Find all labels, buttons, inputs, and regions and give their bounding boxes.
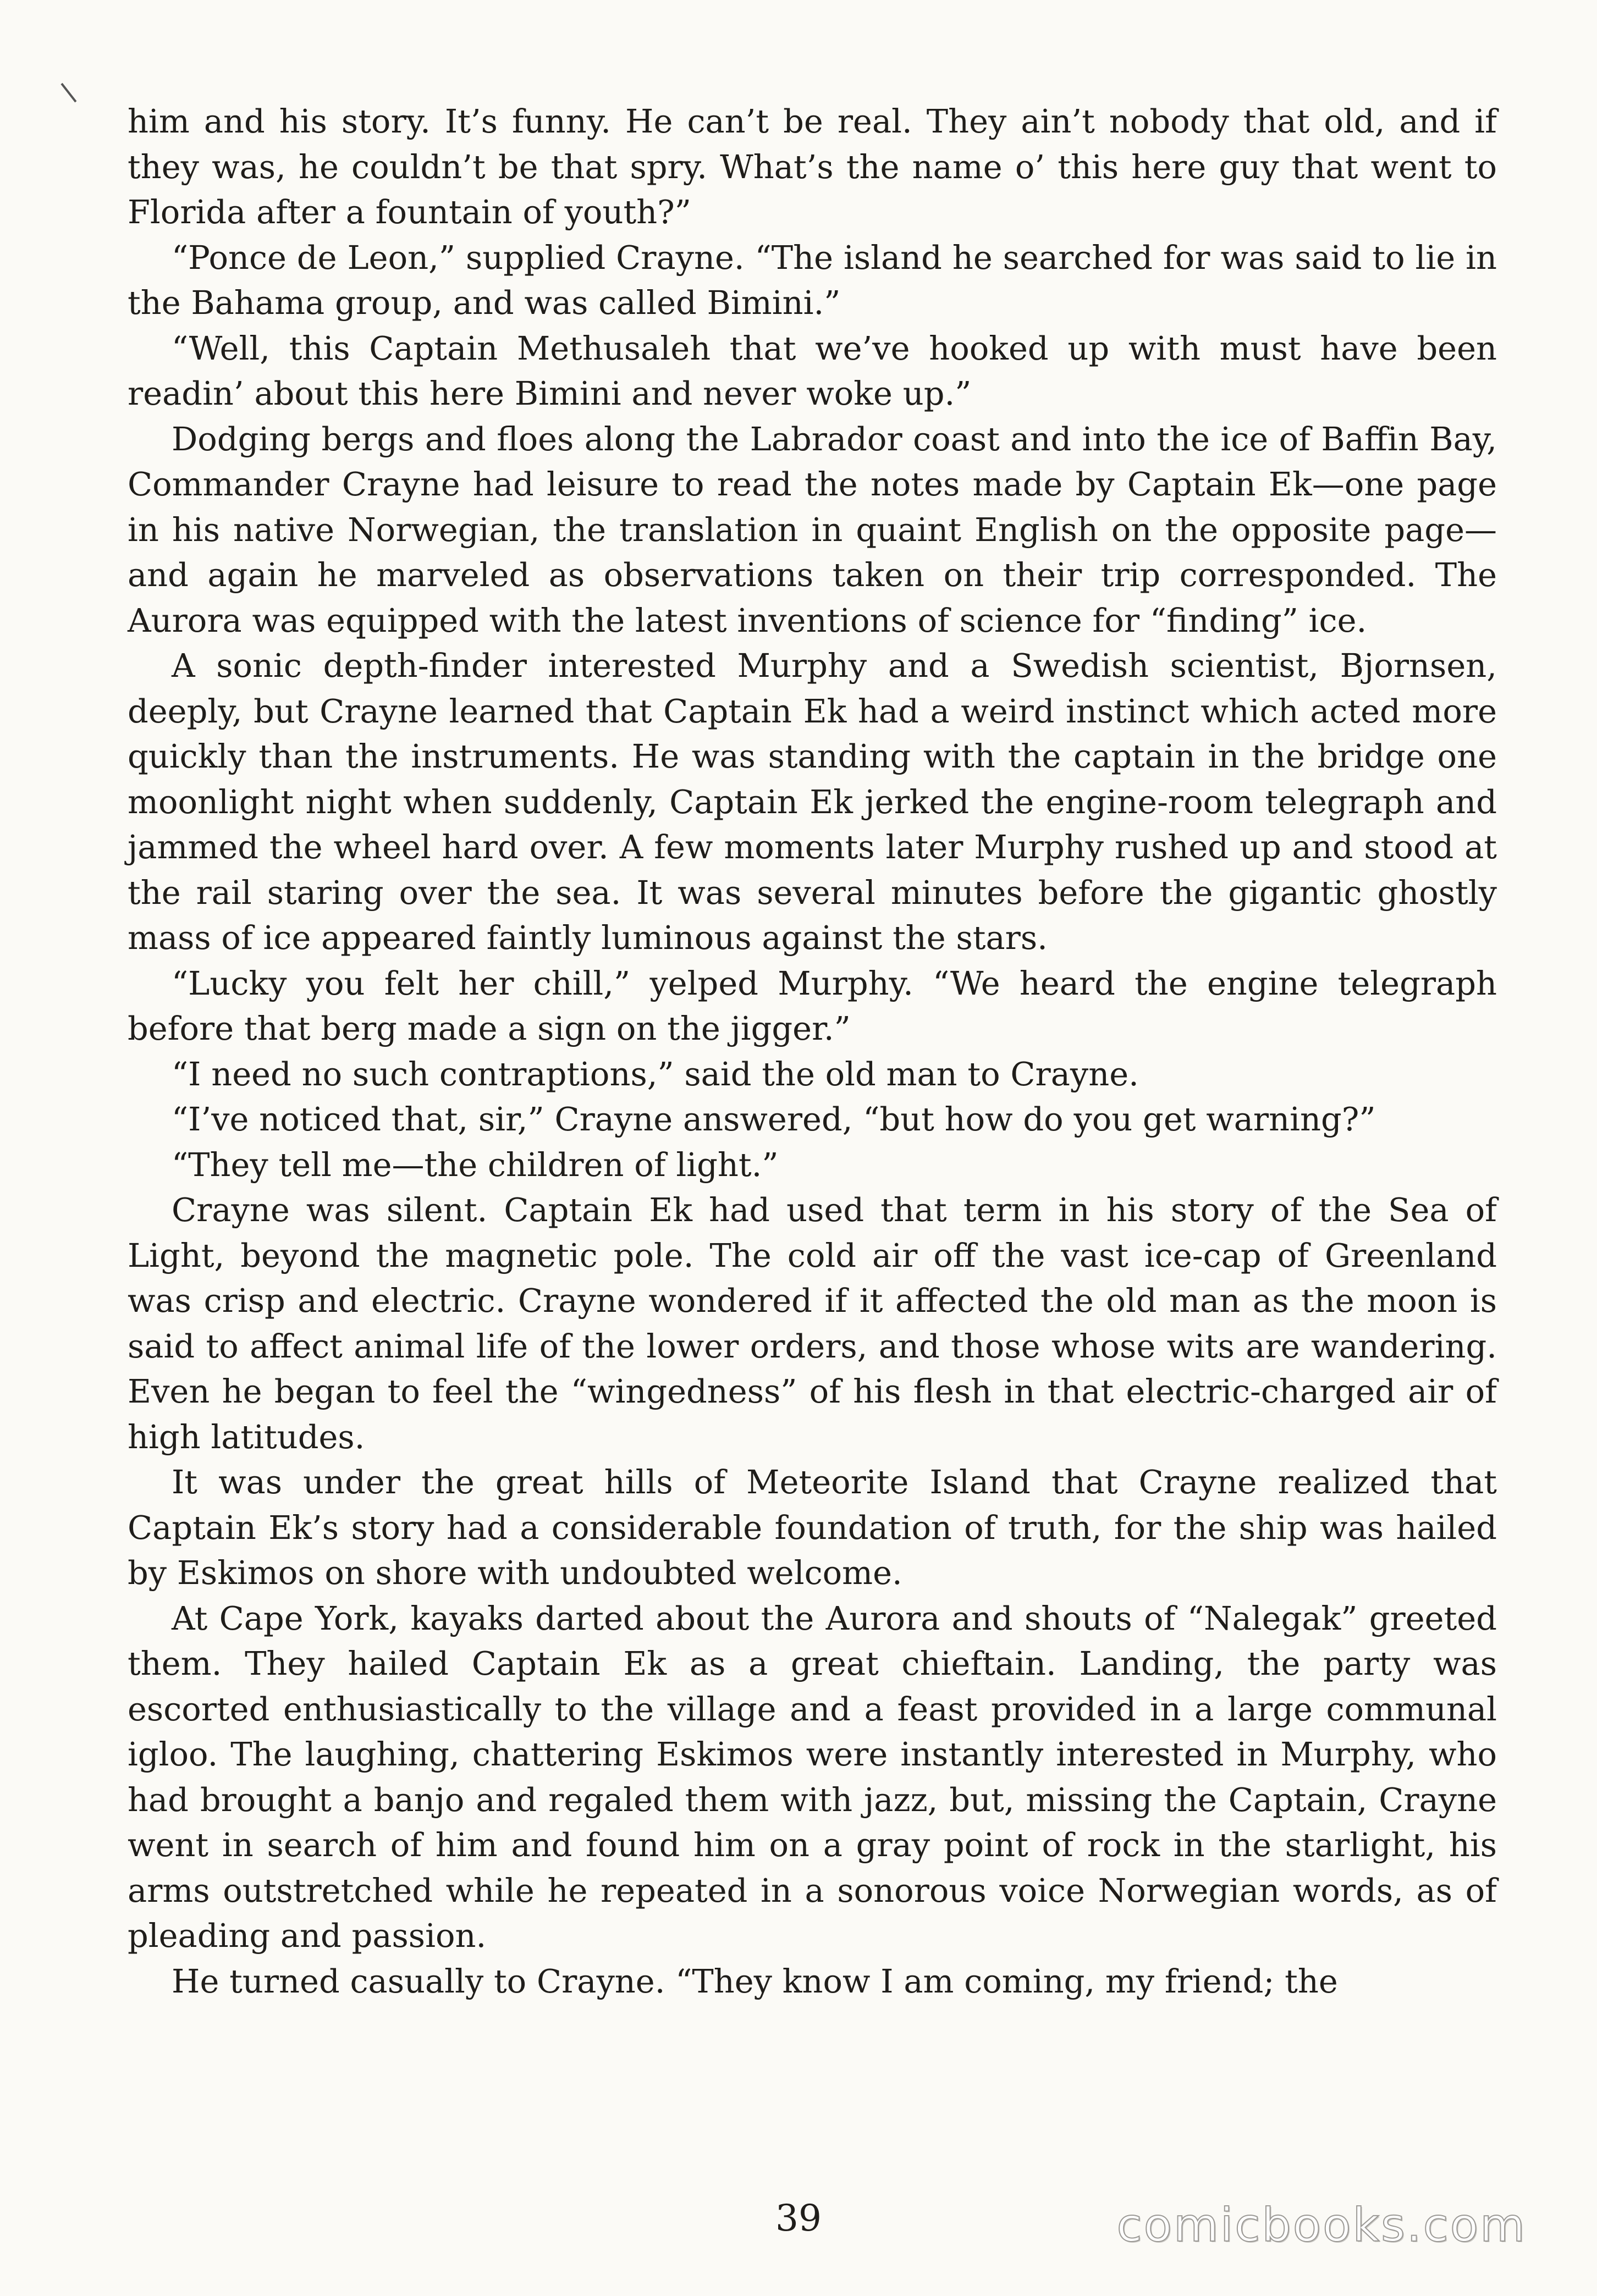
- paragraph: Dodging bergs and floes along the Labrador coast and into the ice of Baffin Bay, Commander Crayne had leisure to read the notes made by Captain Ek—one page in his native Norwegian, the translation in quaint English on the opposite page—and again he marveled as observations taken on their trip corresponded. The Aurora was equipped with the latest inventions of science for “finding” ice.: [128, 420, 1497, 639]
- page-body: [128, 99, 1497, 2004]
- scan-mark: [60, 83, 76, 103]
- paragraph: Crayne was silent. Captain Ek had used that term in his story of the Sea of Light, beyond the magnetic pole. The cold air off the vast ice-cap of Greenland was crisp and electric. Crayne wondered if it affected the old man as the moon is said to affect animal life of the lower orders, and those whose wits are wandering. Even he began to feel the “wingedness” of his flesh in that electric-charged air of high latitudes.: [128, 1191, 1497, 1456]
- paragraph: “I need no such contraptions,” said the old man to Crayne.: [172, 1055, 1139, 1093]
- paragraph: “I’ve noticed that, sir,” Crayne answered, “but how do you get warning?”: [172, 1100, 1376, 1138]
- paragraph: At Cape York, kayaks darted about the Aurora and shouts of “Nalegak” greeted them. They hailed Captain Ek as a great chieftain. Landing, the party was escorted enthusiastically to the village and a feast provided in a large communal igloo. The laughing, chattering Eskimos were instantly interested in Murphy, who had brought a banjo and regaled them with jazz, but, missing the Captain, Crayne went in search of him and found him on a gray point of rock in the starlight, his arms outstretched while he repeated in a sonorous voice Norwegian words, as of pleading and passion.: [128, 1599, 1497, 1955]
- watermark: comicbooks.com: [1116, 2198, 1527, 2252]
- paragraph: He turned casually to Crayne. “They know I am coming, my friend; the: [172, 1962, 1338, 2000]
- paragraph: It was under the great hills of Meteorite Island that Crayne realized that Captain Ek’s story had a considerable foundation of truth, for the ship was hailed by Eskimos on shore with undoubted welcome.: [128, 1463, 1497, 1592]
- page-number: 39: [775, 2197, 822, 2239]
- paragraph: A sonic depth-finder interested Murphy and a Swedish scientist, Bjornsen, deeply, but Crayne learned that Captain Ek had a weird instinct which acted more quickly than the instruments. He was standing with the captain in the bridge one moonlight night when suddenly, Captain Ek jerked the engine-room telegraph and jammed the wheel hard over. A few moments later Murphy rushed up and stood at the rail staring over the sea. It was several minutes before the gigantic ghostly mass of ice appeared faintly luminous against the stars.: [128, 647, 1497, 957]
- paragraph: “Ponce de Leon,” supplied Crayne. “The island he searched for was said to lie in the Bahama group, and was called Bimini.”: [128, 238, 1497, 322]
- paragraph: “They tell me—the children of light.”: [172, 1145, 779, 1184]
- paragraph: “Lucky you felt her chill,” yelped Murphy. “We heard the engine telegraph before that berg made a sign on the jigger.”: [128, 964, 1497, 1047]
- paragraph: “Well, this Captain Methusaleh that we’ve hooked up with must have been readin’ about this here Bimini and never woke up.”: [128, 329, 1497, 412]
- paragraph: him and his story. It’s funny. He can’t be real. They ain’t nobody that old, and if they was, he couldn’t be that spry. What’s the name o’ this here guy that went to Florida after a fountain of youth?”: [128, 102, 1497, 231]
